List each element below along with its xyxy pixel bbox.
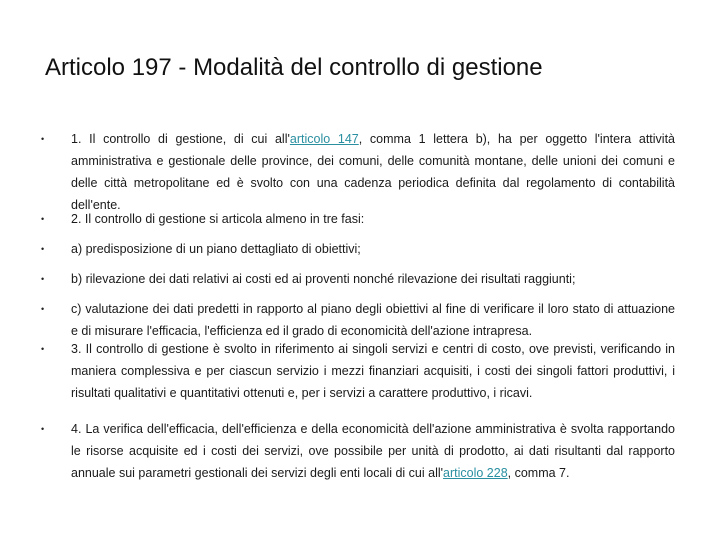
bullet-icon: • — [41, 134, 45, 144]
paragraph-text-after-link: , comma 1 lettera b), ha per oggetto l'intera attività amministrativa e gestionale delle province, dei comuni, delle comunità montane, delle unioni dei comuni e delle città metropolitane ed è svolto con una cadenza periodica definita dal regolamento di contabilità dell'ente. — [71, 132, 676, 212]
paragraph-text: c) valutazione dei dati predetti in rapporto al piano degli obiettivi al fine di verificare il loro stato di attuazione e di misurare l'efficacia, l'efficienza ed il grado di economicità dell'azione intrapresa. — [71, 302, 675, 338]
list-item — [0, 338, 720, 418]
bullet-icon: • — [41, 344, 45, 354]
paragraph-text — [71, 128, 675, 216]
bullet-icon: • — [41, 424, 45, 434]
list-item — [0, 128, 720, 212]
paragraph-text: 2. Il controllo di gestione si articola almeno in tre fasi: — [71, 212, 365, 226]
list-item — [0, 238, 720, 268]
paragraph-text-before-link: 4. La verifica dell'efficacia, dell'efficienza e della economicità dell'azione amministrativa è svolta rapportando le risorse acquisite ed i costi dei servizi, ove possibile per unità di prodotto, ai dati risultanti dal rapporto annuale sui parametri gestionali dei servizi degli enti locali di cui all' — [71, 422, 675, 480]
link-articolo-228[interactable]: articolo 228 — [443, 466, 508, 480]
bullet-icon: • — [41, 274, 45, 284]
paragraph-text: a) predisposizione di un piano dettagliato di obiettivi; — [71, 242, 361, 256]
bullet-icon: • — [41, 304, 45, 314]
list-item — [0, 208, 720, 238]
bullet-icon: • — [41, 214, 45, 224]
paragraph-text — [71, 418, 675, 484]
list-item — [0, 298, 720, 338]
paragraph-text-after-link: , comma 7. — [507, 466, 570, 480]
page-title: Articolo 197 - Modalità del controllo di gestione — [45, 54, 543, 81]
list-item — [0, 268, 720, 298]
paragraph-text: 3. Il controllo di gestione è svolto in riferimento ai singoli servizi e centri di costo, ove previsti, verificando in maniera complessiva e per ciascun servizio i mezzi finanziari acquisiti, i costi dei singoli fattori produttivi, i risultati qualitativi e quantitativi ottenuti e, per i servizi a carattere produttivo, i ricavi. — [71, 342, 675, 400]
bullet-icon: • — [41, 244, 45, 254]
bullet-list — [0, 128, 720, 498]
list-item — [0, 418, 720, 498]
link-articolo-147[interactable]: articolo 147 — [289, 132, 359, 146]
paragraph-text-before-link: 1. Il controllo di gestione, di cui all' — [71, 132, 290, 146]
paragraph-text: b) rilevazione dei dati relativi ai costi ed ai proventi nonché rilevazione dei risultati raggiunti; — [71, 272, 576, 286]
